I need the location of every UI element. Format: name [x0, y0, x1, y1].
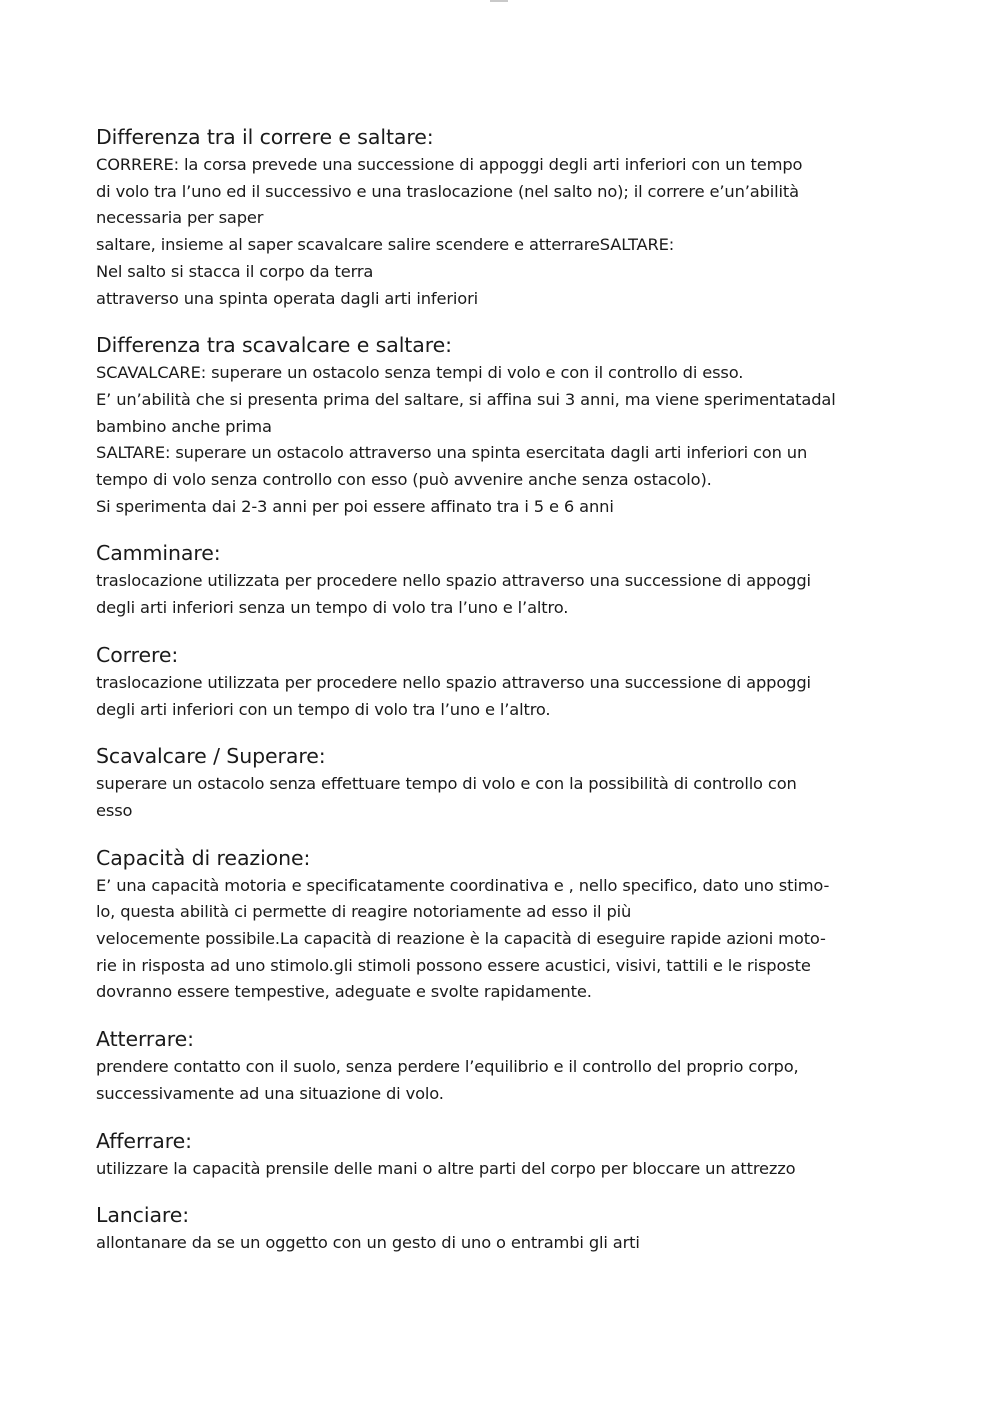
section-scavalcare-saltare — [96, 330, 916, 520]
section-heading: Correre: — [96, 642, 179, 667]
text-line: allontanare da se un oggetto con un gesto di uno o entrambi gli arti — [96, 1233, 640, 1253]
text-line: necessaria per saper — [96, 208, 264, 228]
section-heading: Differenza tra scavalcare e saltare: — [96, 333, 452, 358]
section-text — [96, 771, 916, 824]
text-line: bambino anche prima — [96, 416, 272, 436]
section-text — [96, 568, 916, 621]
section-heading: Differenza tra il correre e saltare: — [96, 125, 434, 149]
document-body — [96, 122, 916, 1275]
section-heading: Atterrare: — [96, 1027, 194, 1052]
page-top-marker — [490, 0, 508, 2]
section-text — [96, 360, 916, 520]
section-atterrare — [96, 1024, 916, 1107]
text-line: di volo tra l’uno ed il successivo e una traslocazione (nel salto no); il correre e’un’abilità — [96, 181, 799, 201]
section-text — [96, 670, 916, 723]
text-line: Si sperimenta dai 2-3 anni per poi essere affinato tra i 5 e 6 anni — [96, 496, 614, 516]
section-text — [96, 1054, 916, 1107]
text-line: Nel salto si stacca il corpo da terra — [96, 261, 374, 281]
text-line: degli arti inferiori senza un tempo di volo tra l’uno e l’altro. — [96, 598, 569, 618]
section-text — [96, 1230, 916, 1257]
section-capacita-reazione — [96, 843, 916, 1007]
text-line: saltare, insieme al saper scavalcare salire scendere e atterrareSALTARE: — [96, 235, 675, 255]
section-heading: Scavalcare / Superare: — [96, 744, 326, 769]
section-correre-saltare — [96, 122, 916, 312]
text-line: SALTARE: superare un ostacolo attraverso una spinta esercitata dagli arti inferiori con un — [96, 443, 808, 463]
section-heading: Capacità di reazione: — [96, 845, 311, 870]
text-line: E’ una capacità motoria e specificatamente coordinativa e , nello specifico, dato uno stimo- — [96, 875, 830, 895]
text-line: tempo di volo senza controllo con esso (può avvenire anche senza ostacolo). — [96, 470, 712, 490]
text-line: traslocazione utilizzata per procedere nello spazio attraverso una successione di appoggi — [96, 571, 811, 591]
text-line: velocemente possibile.La capacità di reazione è la capacità di eseguire rapide azioni moto- — [96, 929, 826, 949]
text-line: utilizzare la capacità prensile delle mani o altre parti del corpo per bloccare un attrezzo — [96, 1158, 796, 1178]
section-heading: Camminare: — [96, 541, 221, 566]
section-text — [96, 1156, 916, 1183]
text-line: dovranno essere tempestive, adeguate e svolte rapidamente. — [96, 982, 592, 1002]
section-lanciare — [96, 1200, 916, 1257]
text-line: E’ un’abilità che si presenta prima del saltare, si affina sui 3 anni, ma viene sperimentatadal — [96, 389, 836, 409]
section-heading: Afferrare: — [96, 1128, 192, 1153]
text-line: traslocazione utilizzata per procedere nello spazio attraverso una successione di appoggi — [96, 672, 811, 692]
text-line: rie in risposta ad uno stimolo.gli stimoli possono essere acustici, visivi, tattili e le risposte — [96, 955, 811, 975]
section-correre — [96, 640, 916, 723]
section-scavalcare-superare — [96, 741, 916, 824]
section-text — [96, 873, 916, 1007]
text-line: esso — [96, 800, 133, 820]
text-line: SCAVALCARE: superare un ostacolo senza tempi di volo e con il controllo di esso. — [96, 363, 744, 383]
text-line: prendere contatto con il suolo, senza perdere l’equilibrio e il controllo del proprio corpo, — [96, 1057, 799, 1077]
section-heading: Lanciare: — [96, 1203, 190, 1228]
text-line: degli arti inferiori con un tempo di volo tra l’uno e l’altro. — [96, 699, 551, 719]
text-line: lo, questa abilità ci permette di reagire notoriamente ad esso il più — [96, 902, 632, 922]
section-text — [96, 152, 916, 312]
text-line: superare un ostacolo senza effettuare tempo di volo e con la possibilità di controllo con — [96, 774, 797, 794]
section-camminare — [96, 538, 916, 621]
text-line: CORRERE: la corsa prevede una successione di appoggi degli arti inferiori con un tempo — [96, 155, 803, 174]
text-line: successivamente ad una situazione di volo. — [96, 1083, 444, 1103]
text-line: attraverso una spinta operata dagli arti inferiori — [96, 288, 478, 308]
section-afferrare — [96, 1126, 916, 1183]
